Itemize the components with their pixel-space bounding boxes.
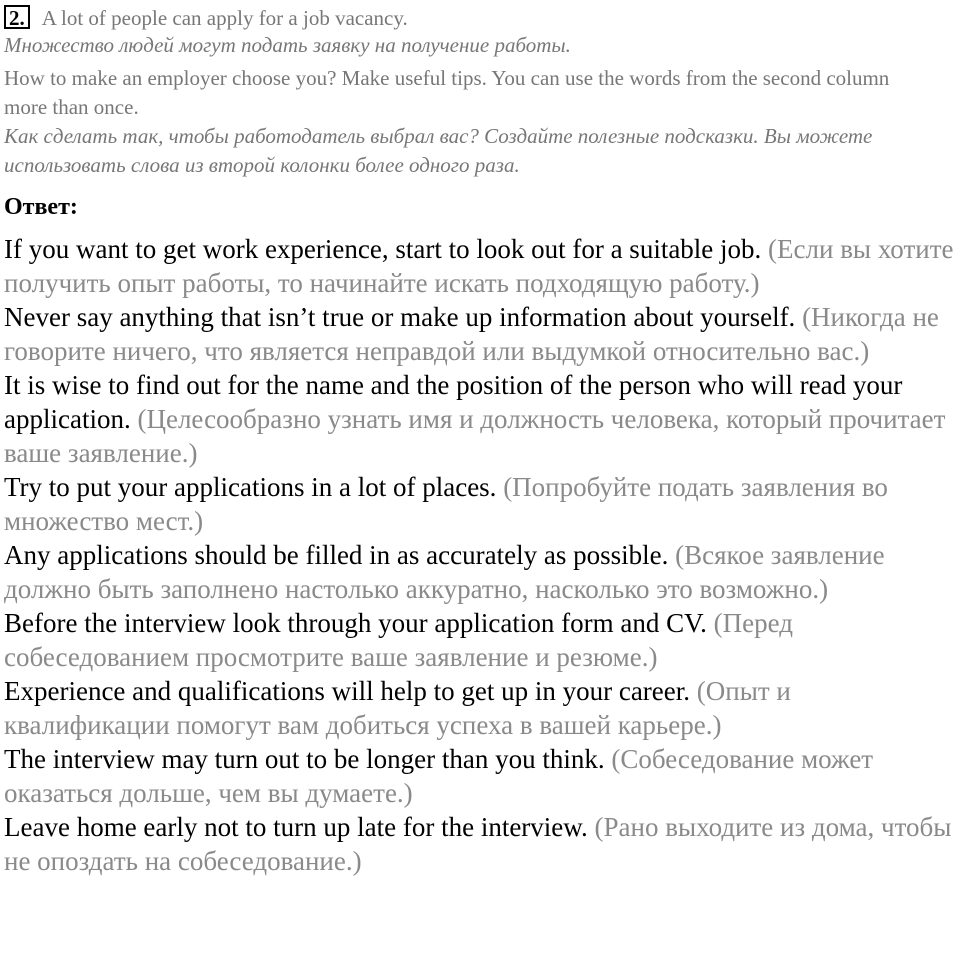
answer-ru: (Рано выходите из дома, чтобы не опоздать на собеседование.) xyxy=(4,812,952,876)
answer-ru: (Никогда не говорите ничего, что является неправдой или выдумкой относительно вас.) xyxy=(4,302,939,366)
answer-ru: (Собеседование может оказаться дольше, чем вы думаете.) xyxy=(4,744,874,808)
instruction-ru: Как сделать так, чтобы работодатель выбрал вас? Создайте полезные подсказки. Вы можете использовать слова из второй колонки более одного раза. xyxy=(4,124,873,177)
answer-en: Never say anything that isn’t true or make up information about yourself. xyxy=(4,302,796,332)
answer-ru: (Всякое заявление должно быть заполнено настолько аккуратно, насколько это возможно.) xyxy=(4,540,885,604)
answer-label: Ответ: xyxy=(4,194,78,220)
answer-en: The interview may turn out to be longer than you think. xyxy=(4,744,605,774)
answer-en: Any applications should be filled in as accurately as possible. xyxy=(4,540,669,570)
answer-ru: (Опыт и квалификации помогут вам добиться успеха в вашей карьере.) xyxy=(4,676,791,740)
answer-ru: (Целесообразно узнать имя и должность человека, который прочитает ваше заявление.) xyxy=(4,404,946,468)
task-title-ru: Множество людей могут подать заявку на получение работы. xyxy=(4,33,571,57)
answer-item xyxy=(4,232,954,300)
answer-en: If you want to get work experience, start to look out for a suitable job. xyxy=(4,234,762,264)
answer-en: Leave home early not to turn up late for the interview. xyxy=(4,812,588,842)
answer-ru: (Попробуйте подать заявления во множество мест.) xyxy=(4,472,888,536)
answer-item xyxy=(4,300,954,368)
answer-item xyxy=(4,742,954,810)
answer-en: Before the interview look through your application form and CV. xyxy=(4,608,707,638)
answer-item xyxy=(4,538,954,606)
instruction-en: How to make an employer choose you? Make useful tips. You can use the words from the second column more than once. xyxy=(4,66,890,119)
answer-item xyxy=(4,810,954,878)
answer-en: It is wise to find out for the name and the position of the person who will read your application. xyxy=(4,370,903,434)
answer-en: Experience and qualifications will help to get up in your career. xyxy=(4,676,691,706)
task-header xyxy=(4,5,956,31)
answer-item xyxy=(4,470,954,538)
answer-list xyxy=(4,232,954,878)
task-number: 2. xyxy=(4,5,30,29)
answer-item xyxy=(4,674,954,742)
answer-ru: (Если вы хотите получить опыт работы, то начинайте искать подходящую работу.) xyxy=(4,234,954,298)
answer-ru: (Перед собеседованием просмотрите ваше заявление и резюме.) xyxy=(4,608,793,672)
task-title-en: A lot of people can apply for a job vacancy. xyxy=(41,6,408,30)
answer-item xyxy=(4,368,954,470)
answer-en: Try to put your applications in a lot of places. xyxy=(4,472,497,502)
answer-item xyxy=(4,606,954,674)
